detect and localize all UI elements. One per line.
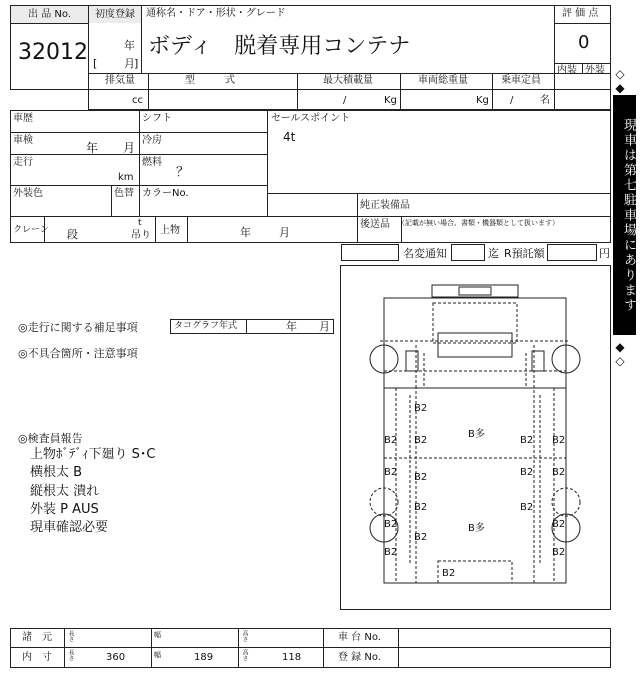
damage-b-many-top: B多 [468, 429, 485, 440]
crane-stage-unit: 段 [67, 228, 78, 241]
interior-label: 内装 [557, 65, 577, 76]
exterior-color-label: 外装色 [13, 188, 43, 199]
first-registration-label: 初度登録 [89, 6, 141, 23]
month-unit: 月 [124, 57, 135, 70]
max-load-unit: Kg [384, 95, 397, 106]
bracket-open: [ [93, 57, 98, 70]
inspector-line-2: 横根太 B [30, 465, 83, 480]
sales-point-label: セールスポイント [271, 113, 351, 124]
inner-dim-label: 内 寸 [22, 652, 52, 663]
yen-unit: 円 [599, 247, 610, 260]
capacity-unit: 名 [540, 95, 550, 106]
inspection-year-unit: 年 [86, 141, 99, 155]
name-change-box [341, 244, 399, 261]
inspector-label: ◎検査員報告 [18, 432, 83, 445]
damage-b2-16: B2 [552, 547, 566, 558]
body-year-unit: 年 [240, 226, 251, 239]
capacity-value: / [510, 95, 514, 106]
lot-label: 出 品 No. [11, 6, 88, 23]
delivery-note: （記載が無い場合、書類・機器類として扱います） [398, 219, 559, 227]
inner-width-value: 189 [194, 652, 214, 663]
damage-b2-8: B2 [520, 467, 534, 478]
damage-b2-17: B2 [442, 568, 456, 579]
damage-b2-11: B2 [520, 502, 534, 513]
fuel-value: ？ [176, 165, 190, 180]
damage-b2-10: B2 [414, 502, 428, 513]
damage-b2-13: B2 [414, 532, 428, 543]
inner-width-label: 幅 [154, 651, 161, 659]
spec-width-label: 幅 [154, 631, 161, 639]
spec-label: 諸 元 [22, 632, 52, 643]
parking-notice-bar [613, 95, 636, 335]
displacement-unit: cc [132, 95, 143, 106]
color-change-label: 色替 [114, 188, 134, 199]
damage-b2-12: B2 [384, 519, 398, 530]
exterior-label: 外装 [585, 65, 605, 76]
parking-notice-text: 現車は第七駐車場にあります [621, 117, 636, 313]
inner-height-value: 118 [282, 652, 302, 663]
inspector-line-3: 縦根太 潰れ [30, 484, 100, 499]
color-code-label: カラーNo. [142, 188, 189, 199]
shift-label: シフト [142, 113, 172, 124]
mileage-label: 走行 [13, 157, 33, 168]
year-unit: 年 [124, 39, 135, 52]
damage-b-many-bottom: B多 [468, 523, 485, 534]
inspector-line-4: 外装 P AUS [30, 502, 99, 517]
gross-weight-label: 車両総重量 [418, 75, 468, 86]
score-label: 評 価 点 [562, 8, 599, 19]
vehicle-diagram [340, 265, 611, 610]
tacho-year-unit: 年 [286, 320, 297, 333]
displacement-label: 排気量 [105, 75, 135, 86]
body-label: 上物 [160, 225, 180, 236]
inner-length-value: 360 [106, 652, 126, 663]
inspector-line-1: 上物ﾎﾞﾃﾞｨ下廻り S･C [30, 447, 156, 462]
genuine-equipment-label: 純正装備品 [360, 200, 410, 211]
spec-length-label: 長さ [67, 630, 74, 642]
bracket-close: ] [134, 57, 139, 70]
tacho-month-unit: 月 [319, 320, 330, 333]
sidebar-top-symbols: ◇◆ [613, 67, 627, 95]
delivery-label: 後送品 [360, 219, 390, 230]
history-label: 車歴 [13, 113, 33, 124]
model-label: 型 式 [185, 75, 235, 86]
chassis-number-label: 車 台 No. [338, 632, 381, 643]
fuel-label: 燃料 [142, 157, 162, 168]
damage-b2-4: B2 [520, 435, 534, 446]
inspection-month-unit: 月 [123, 141, 136, 155]
spec-height-label: 高さ [241, 630, 248, 642]
sidebar-bottom-symbols: ◆◇ [613, 340, 627, 368]
gross-weight-unit: Kg [476, 95, 489, 106]
r-deposit-box [547, 244, 597, 261]
inner-height-label: 高さ [241, 649, 248, 661]
damage-b2-6: B2 [384, 467, 398, 478]
body-month-unit: 月 [279, 226, 290, 239]
dimensions-table [10, 628, 611, 668]
name-label: 通称名・ドア・形状・グレード [146, 8, 286, 19]
max-load-label: 最大積載量 [323, 75, 373, 86]
crane-ton-unit: t [138, 218, 142, 228]
sales-point-value: 4t [283, 130, 296, 144]
inner-length-label: 長さ [67, 649, 74, 661]
score-value: 0 [578, 32, 590, 53]
damage-b2-2: B2 [384, 435, 398, 446]
damage-b2-3: B2 [414, 435, 428, 446]
inspection-label: 車検 [13, 135, 33, 146]
name-change-label: 名変通知 [403, 247, 447, 260]
damage-b2-5: B2 [552, 435, 566, 446]
defects-label: ◎不具合箇所・注意事項 [18, 347, 138, 360]
deadline-box [451, 244, 485, 261]
crane-label: クレーン [13, 225, 49, 235]
deadline-label: 迄 [488, 247, 499, 260]
r-deposit-label: R預託額 [504, 247, 545, 260]
max-load-value: / [343, 95, 347, 106]
ac-label: 冷房 [142, 135, 162, 146]
driving-notes-label: ◎走行に関する補足事項 [18, 321, 138, 334]
registration-number-label: 登 録 No. [338, 652, 381, 663]
capacity-label: 乗車定員 [501, 75, 541, 86]
damage-b2-9: B2 [552, 467, 566, 478]
lot-number: 32012 [18, 40, 88, 65]
inspector-line-5: 現車確認必要 [30, 520, 109, 535]
damage-b2-1: B2 [414, 403, 428, 414]
damage-b2-14: B2 [552, 519, 566, 530]
tachograph-label: タコグラフ年式 [174, 321, 238, 331]
vehicle-name: ボディ 脱着専用コンテナ [148, 34, 411, 59]
mileage-unit: km [118, 172, 134, 183]
damage-b2-15: B2 [384, 547, 398, 558]
crane-hoist-unit: 吊り [131, 230, 151, 241]
damage-b2-7: B2 [414, 472, 428, 483]
